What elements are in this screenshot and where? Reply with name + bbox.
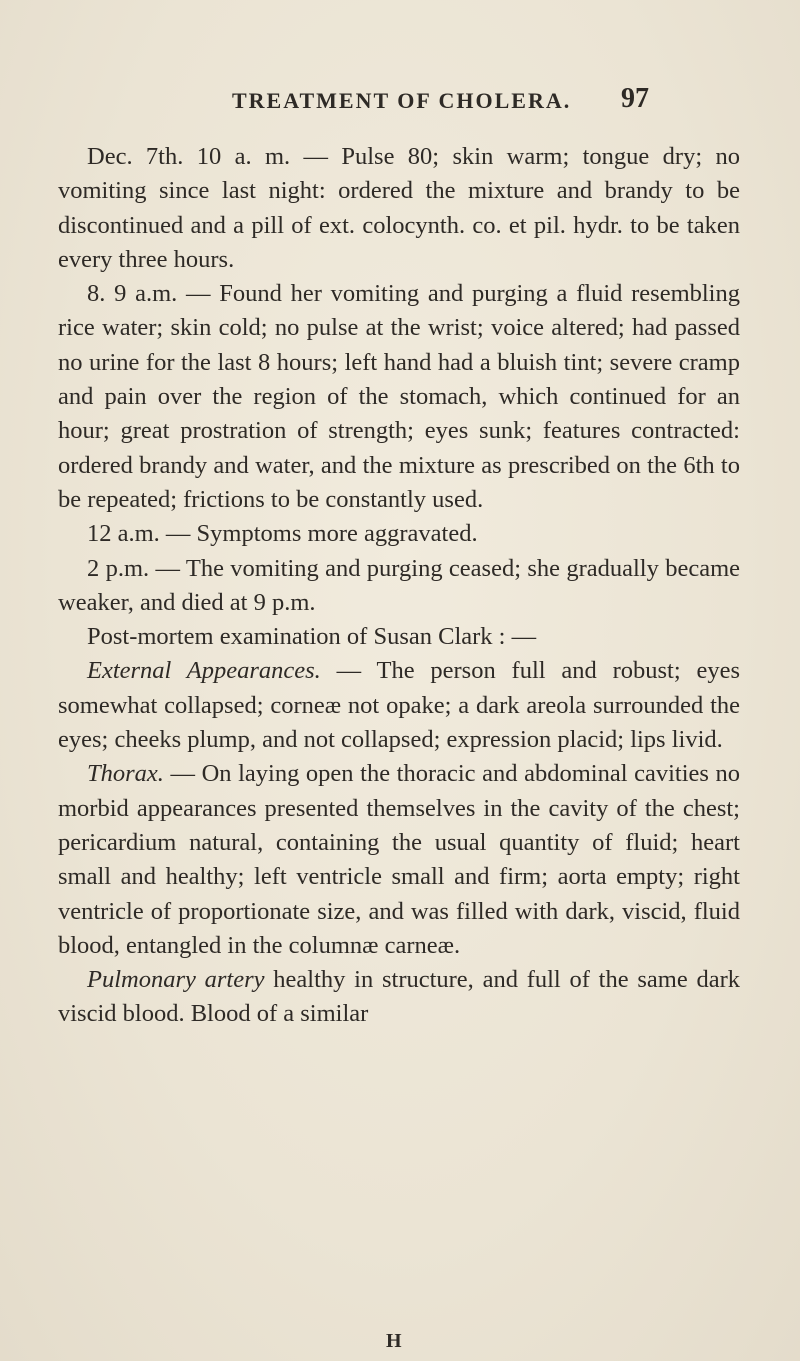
paragraph-dec-8: 8. 9 a.m. — Found her vomiting and purging a fluid resembling rice water; skin cold; no pulse at the wrist; voice altered; had passed no urine for the last 8 hours; left hand had a bluish tint; severe cramp and pain over the region of the stomach, which continued for an hour; great prostration of strength; eyes sunk; features contracted: ordered brandy and water, and the mixture as prescribed on the 6th to be repeated; frictions to be constantly used. [58,280,740,513]
paragraph-thorax [58,757,740,963]
page-number: 97 [621,83,649,114]
page-header [0,83,800,118]
paragraph-external-appearances [58,654,740,757]
paragraph-post-mortem: Post-mortem examination of Susan Clark : — [87,623,537,651]
paragraph-external-text: — The person full and robust; eyes somewhat collapsed; corneæ not opake; a dark areola surrounded the eyes; cheeks plump, and not collapsed; expression placid; lips livid. [58,657,741,754]
section-lead-thorax: Thorax. [87,760,164,788]
paragraph-2pm: 2 p.m. — The vomiting and purging ceased; she gradually became weaker, and died at 9 p.m. [58,554,740,616]
paragraph-12am: 12 a.m. — Symptoms more aggravated. [87,520,478,548]
paragraph-dec-7: Dec. 7th. 10 a. m. — Pulse 80; skin warm; tongue dry; no vomiting since last night: ordered the mixture and brandy to be discontinued and a pill of ext. colocynth. co. et pil. hydr. to be taken every three hours. [58,143,740,273]
section-lead-pulmonary: Pulmonary artery [87,966,265,994]
signature-mark: H [386,1330,402,1352]
paragraph-thorax-text: — On laying open the thoracic and abdominal cavities no morbid appearances presented themselves in the cavity of the chest; pericardium natural, containing the usual quantity of fluid; heart small and healthy; left ventricle small and firm; aorta empty; right ventricle of proportionate size, and was filled with dark, viscid, fluid blood, entangled in the columnæ carneæ. [58,760,740,959]
paragraph-pulmonary-artery [58,963,740,1032]
paragraph-pulmonary-text: healthy in structure, and full of the same dark viscid blood. Blood of a similar [58,966,740,1028]
running-head: TREATMENT OF CHOLERA. [232,88,572,113]
body-text [58,140,740,1032]
section-lead-external: External Appearances. [87,657,321,685]
